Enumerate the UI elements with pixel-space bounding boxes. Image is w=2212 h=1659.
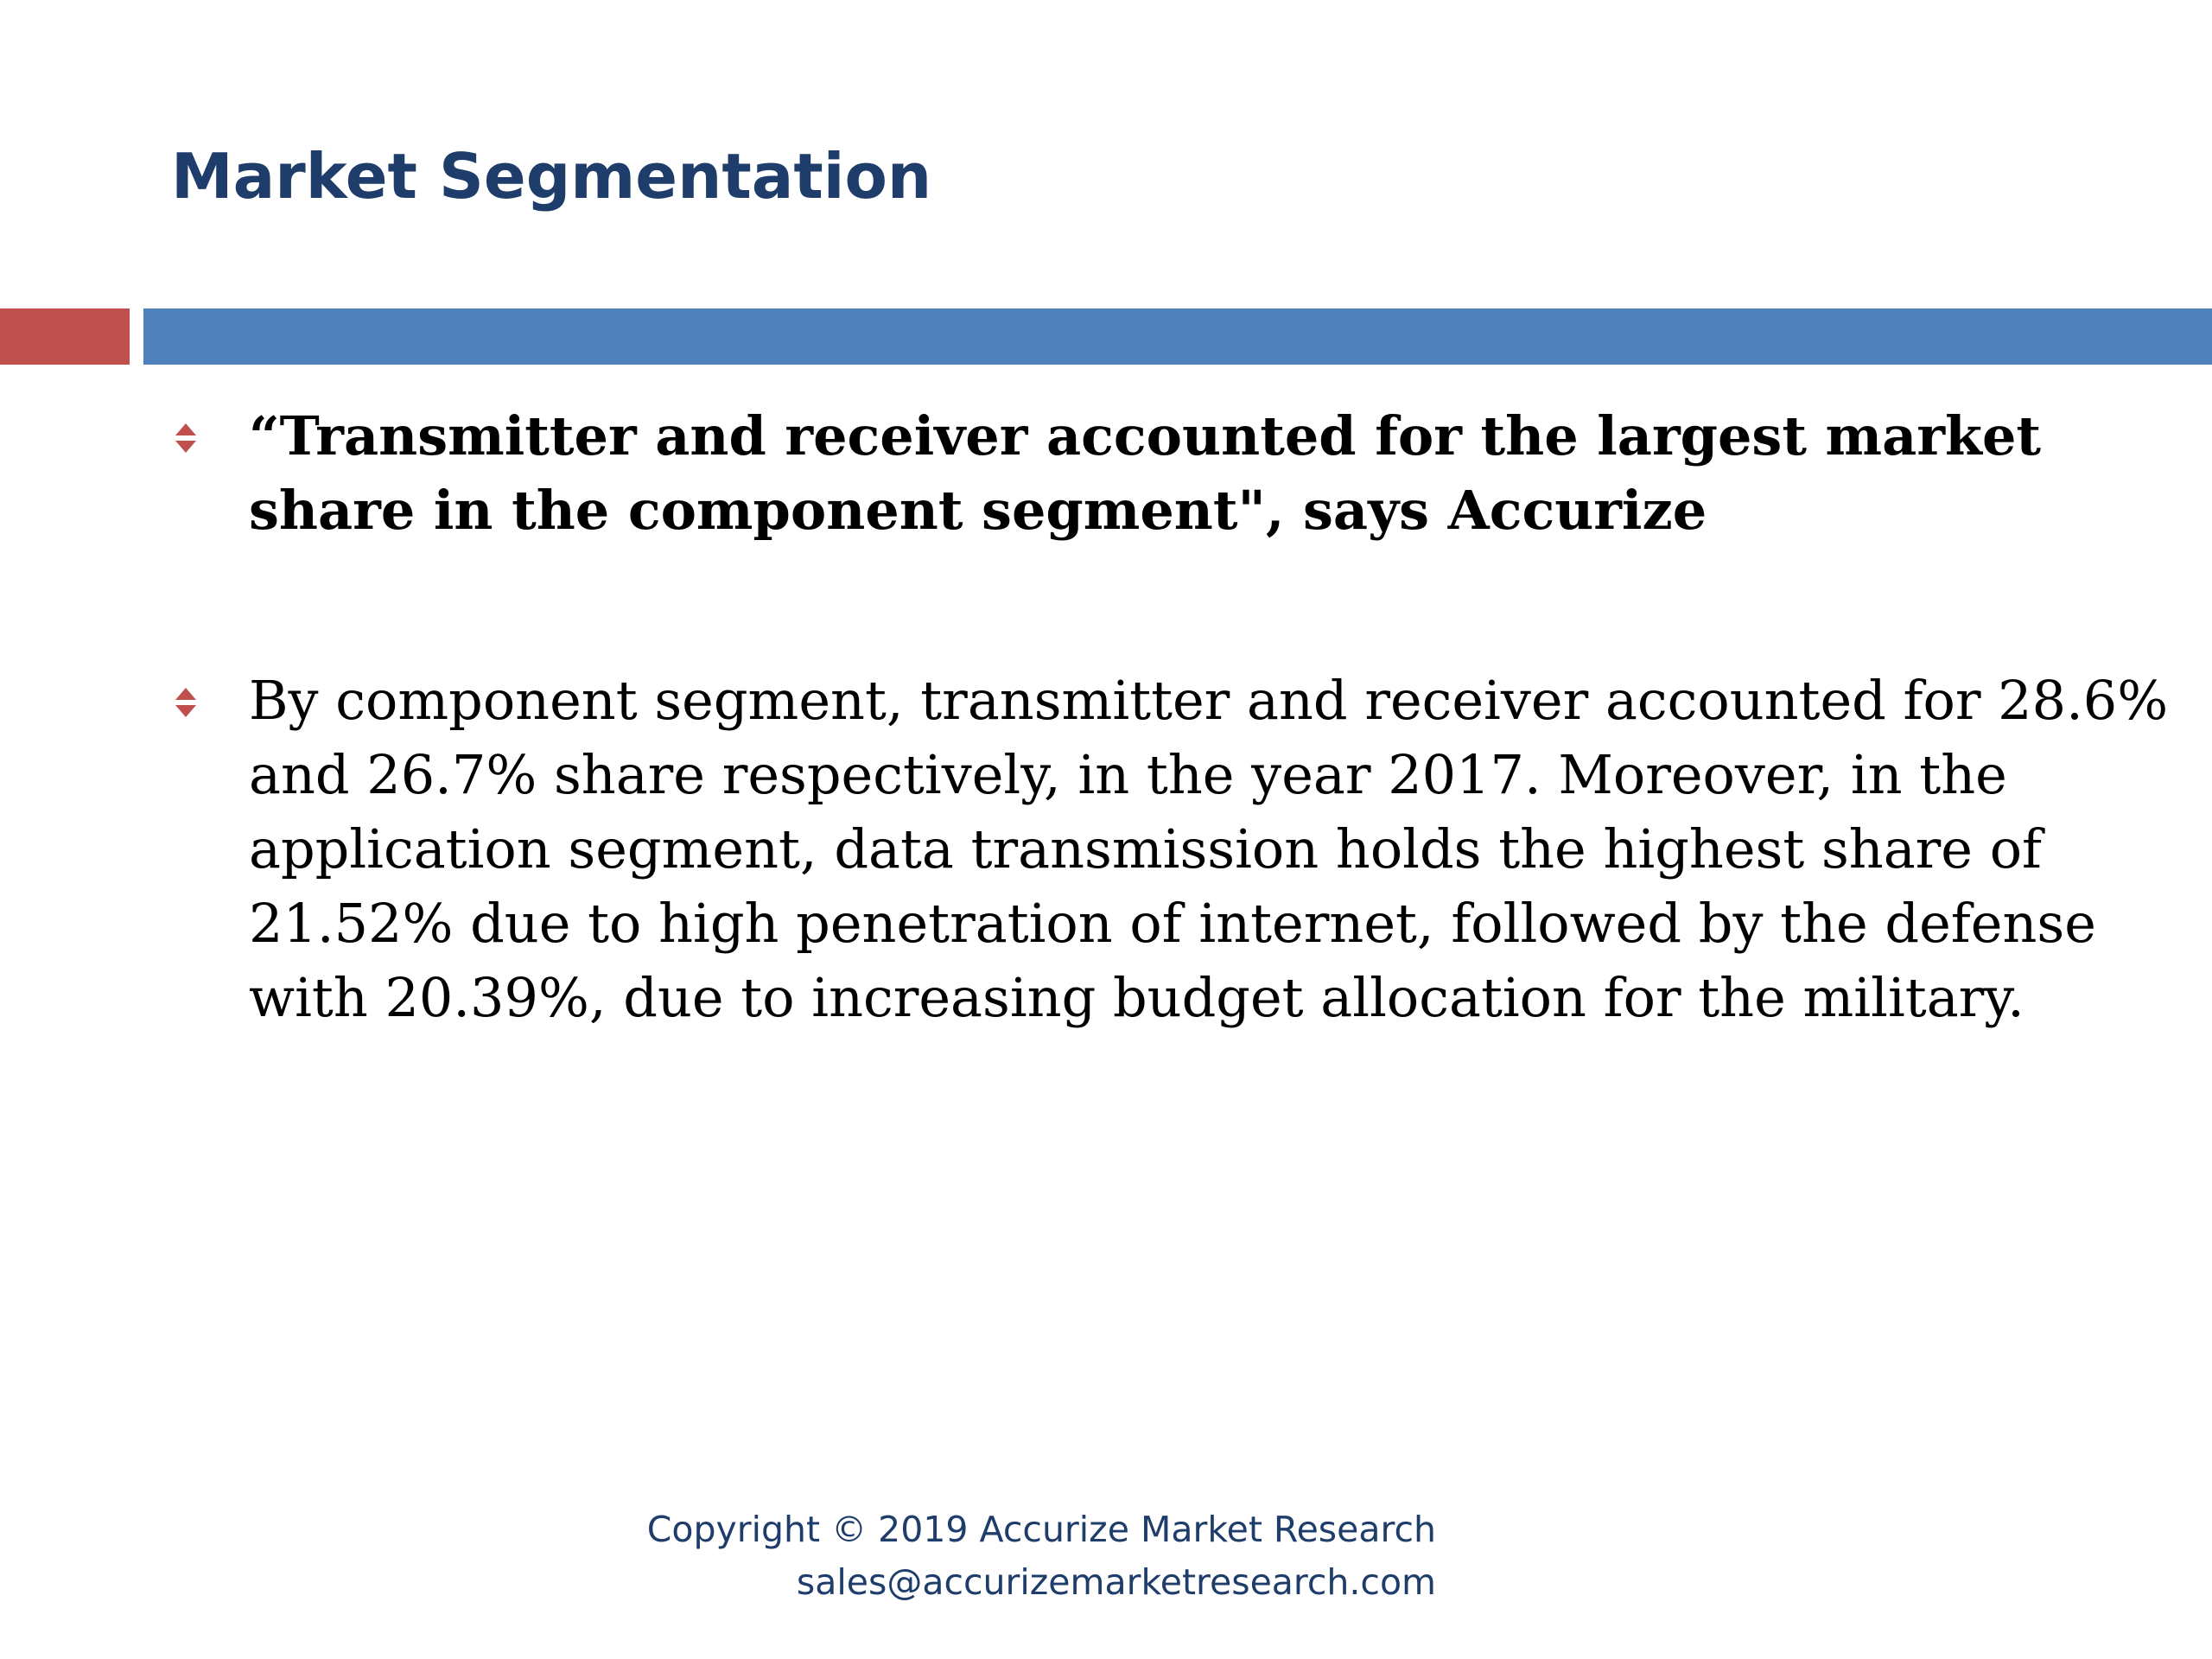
footer-email[interactable]: sales@accurizemarketresearch.com xyxy=(796,1561,1436,1603)
footer-copyright: Copyright © 2019 Accurize Market Research xyxy=(646,1509,1436,1550)
diamond-arrow-bullet-icon xyxy=(174,422,198,456)
accent-bar-blue xyxy=(143,308,2212,365)
bullet-text-quote: “Transmitter and receiver accounted for the largest market share in the component segment", says Accurize xyxy=(249,404,2042,542)
accent-bar-red xyxy=(0,308,130,365)
footer xyxy=(647,1503,1436,1609)
bullet-text-details: By component segment, transmitter and receiver accounted for 28.6% and 26.7% share respectively, in the year 2017. Moreover, in the application segment, data transmission holds the highest share of 21.52% due to high penetration of internet, followed by the defense with 20.39%, due to increasing budget allocation for the military. xyxy=(249,669,2169,1029)
diamond-arrow-bullet-icon xyxy=(174,686,198,721)
slide-title: Market Segmentation xyxy=(171,140,932,213)
